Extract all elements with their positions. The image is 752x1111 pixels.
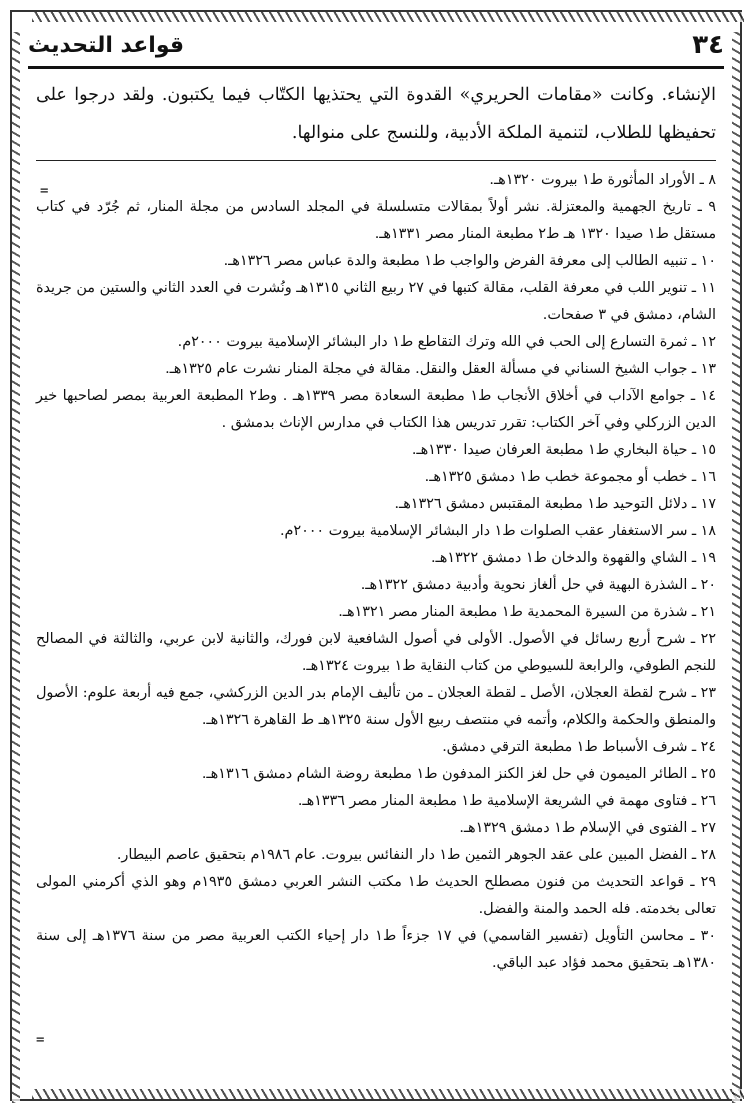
right-border-ornament [732, 32, 740, 1103]
list-end-marker: = [36, 1032, 45, 1048]
work-item-text: شرح لقطة العجلان، الأصل ـ لقطة العجلان ـ من تأليف الإمام بدر الدين الزركشي، جمع فيه أربعة علوم: الأصول والمنطق والحكمة والكلام، وأتمه في منتصف ربيع الأول سنة ١٣٢٥هـ ط القاهرة ١٣٢٦هـ. [36, 685, 716, 728]
works-list [36, 167, 716, 977]
work-item-number: ٢٨ [700, 847, 716, 863]
work-item-separator: ـ [687, 685, 701, 701]
work-item-number: ٨ [708, 172, 716, 188]
running-title: قواعد التحديث [28, 32, 185, 58]
work-item-text: الأوراد المأثورة ط١ بيروت ١٣٢٠هـ. [489, 172, 696, 188]
top-border-ornament [32, 12, 744, 22]
work-item-text: تاريخ الجهمية والمعتزلة. نشر أولاً بمقالات متسلسلة في المجلد السادس من مجلة المنار، ثم جُرّد في كتاب مستقل ط١ صيدا ١٣٢٠ هـ ط٢ مطبعة المنار مصر ١٣٣١هـ. [36, 199, 716, 242]
intro-divider [36, 160, 716, 161]
work-item-separator: ـ [687, 820, 701, 836]
work-item [36, 329, 716, 356]
work-item-separator: ـ [687, 847, 701, 863]
work-item [36, 491, 716, 518]
page-header [28, 26, 724, 64]
work-item-separator: ـ [687, 442, 701, 458]
work-item [36, 734, 716, 761]
work-item [36, 788, 716, 815]
list-start-marker: = [40, 183, 49, 199]
work-item [36, 761, 716, 788]
work-item-text: محاسن التأويل (تفسير القاسمي) في ١٧ جزءاً ط١ دار إحياء الكتب العربية مصر من سنة ١٣٧٦هـ إلى سنة ١٣٨٠هـ بتحقيق محمد فؤاد عبد الباقي. [36, 928, 716, 971]
work-item-text: سر الاستغفار عقب الصلوات ط١ دار البشائر الإسلامية بيروت ٢٠٠٠م. [279, 523, 688, 539]
work-item-number: ٢٢ [700, 631, 717, 647]
work-item-separator: ـ [687, 469, 701, 485]
work-item [36, 572, 716, 599]
work-item-separator: ـ [687, 361, 701, 377]
work-item-number: ١٥ [700, 442, 716, 458]
work-item-number: ٢٩ [700, 874, 716, 890]
work-item-number: ٢٧ [700, 820, 716, 836]
work-item-number: ٢٠ [700, 577, 716, 593]
work-item-number: ١٤ [700, 388, 717, 404]
work-item-separator: ـ [687, 577, 701, 593]
work-item-text: دلائل التوحيد ط١ مطبعة المقتبس دمشق ١٣٢٦هـ. [394, 496, 688, 512]
work-item-text: خطب أو مجموعة خطب ط١ دمشق ١٣٢٥هـ. [424, 469, 688, 485]
work-item-separator: ـ [687, 496, 701, 512]
work-item-text: الشذرة البهية في حل ألغاز نحوية وأدبية دمشق ١٣٢٢هـ. [360, 577, 688, 593]
work-item-separator: ـ [685, 388, 701, 404]
work-item-number: ٩ [708, 199, 717, 215]
work-item-number: ١٧ [700, 496, 716, 512]
work-item-separator: ـ [687, 334, 701, 350]
work-item-text: تنوير اللب في معرفة القلب، مقالة كتبها في ٢٧ ربيع الثاني ١٣١٥هـ ونُشرت في العدد الثاني والستين من جريدة الشام، دمشق في ٣ صفحات. [36, 280, 716, 323]
page-number: ٣٤ [692, 30, 724, 60]
work-item-number: ٢٥ [700, 766, 716, 782]
work-item-text: الفتوى في الإسلام ط١ دمشق ١٣٢٩هـ. [459, 820, 688, 836]
intro-paragraph: الإنشاء. وكانت «مقامات الحريري» القدوة التي يحتذيها الكتّاب فيما يكتبون. ولقد درجوا على تحفيظها للطلاب، لتنمية الملكة الأدبية، وللنسج على منوالها. [36, 85, 716, 143]
work-item-separator: ـ [687, 280, 701, 296]
work-item-text: الشاي والقهوة والدخان ط١ دمشق ١٣٢٢هـ. [431, 550, 688, 566]
work-item-text: تنبيه الطالب إلى معرفة الفرض والواجب ط١ مطبعة والدة عباس مصر ١٣٢٦هـ. [223, 253, 688, 269]
work-item-text: حياة البخاري ط١ مطبعة العرفان صيدا ١٣٣٠هـ. [411, 442, 688, 458]
work-item-text: شرح أربع رسائل في الأصول. الأولى في أصول الشافعية لابن فورك، والثانية لابن عربي، والثالثة في المصالح للنجم الطوفي، والرابعة للسيوطي من كتاب النقاية ط١ بيروت ١٣٢٤هـ. [36, 631, 716, 674]
work-item-separator: ـ [691, 199, 709, 215]
left-border-ornament [12, 32, 20, 1103]
work-item-separator: ـ [687, 550, 701, 566]
work-item [36, 599, 716, 626]
work-item-number: ٢٦ [700, 793, 716, 809]
work-item [36, 923, 716, 977]
work-item-text: الطائر الميمون في حل لغز الكنز المدفون ط١ مطبعة روضة الشام دمشق ١٣١٦هـ. [201, 766, 688, 782]
work-item-text: شرف الأسباط ط١ مطبعة الترقي دمشق. [442, 739, 688, 755]
work-item-number: ١٩ [700, 550, 716, 566]
work-item-text: قواعد التحديث من فنون مصطلح الحديث ط١ مكتب النشر العربي دمشق ١٩٣٥م وهو الذي أكرمني المولى تعالى بخدمته. فله الحمد والمنة والفضل. [36, 874, 716, 917]
page-body [36, 76, 716, 977]
work-item-number: ٢٤ [700, 739, 716, 755]
work-item [36, 680, 716, 734]
work-item [36, 464, 716, 491]
work-item-separator: ـ [687, 604, 701, 620]
work-item [36, 869, 716, 923]
work-item [36, 167, 716, 194]
work-item [36, 356, 716, 383]
work-item [36, 545, 716, 572]
work-item-separator: ـ [687, 253, 701, 269]
work-item-number: ١٨ [700, 523, 716, 539]
work-item [36, 248, 716, 275]
work-item-separator: ـ [687, 739, 701, 755]
work-item-separator: ـ [695, 172, 709, 188]
work-item-text: الفضل المبين على عقد الجوهر الثمين ط١ دار النفائس بيروت. عام ١٩٨٦م بتحقيق عاصم البيطار. [116, 847, 688, 863]
work-item-text: فتاوى مهمة في الشريعة الإسلامية ط١ مطبعة المنار مصر ١٣٣٦هـ. [297, 793, 688, 809]
work-item-number: ١٣ [700, 361, 716, 377]
work-item-number: ٣٠ [700, 928, 716, 944]
work-item [36, 842, 716, 869]
work-item [36, 383, 716, 437]
work-item [36, 437, 716, 464]
work-item [36, 626, 716, 680]
work-item-separator: ـ [687, 523, 701, 539]
work-item-separator: ـ [687, 766, 701, 782]
work-item-text: جوامع الآداب في أخلاق الأنجاب ط١ مطبعة السعادة مصر ١٣٣٩هـ . وط٢ المطبعة العربية بمصر لصاحبها خير الدين الزركلي وفي آخر الكتاب: تقرر تدريس هذا الكتاب في مدارس الإناث بدمشق . [36, 388, 716, 431]
work-item-number: ١٢ [700, 334, 716, 350]
work-item [36, 194, 716, 248]
bottom-border-ornament [32, 1089, 744, 1099]
work-item [36, 518, 716, 545]
work-item-number: ٢٣ [700, 685, 716, 701]
work-item [36, 275, 716, 329]
work-item-text: ثمرة التسارع إلى الحب في الله وترك التقاطع ط١ دار البشائر الإسلامية بيروت ٢٠٠٠م. [177, 334, 688, 350]
work-item-separator: ـ [687, 793, 701, 809]
work-item-separator: ـ [683, 928, 701, 944]
work-item-number: ٢١ [700, 604, 716, 620]
header-divider [28, 66, 724, 69]
work-item [36, 815, 716, 842]
work-item-separator: ـ [685, 631, 701, 647]
work-item-text: جواب الشيخ السناني في مسألة العقل والنقل. مقالة في مجلة المنار نشرت عام ١٣٢٥هـ. [165, 361, 688, 377]
work-item-number: ١١ [700, 280, 716, 296]
work-item-separator: ـ [684, 874, 701, 890]
work-item-number: ١٦ [700, 469, 716, 485]
work-item-number: ١٠ [700, 253, 716, 269]
work-item-text: شذرة من السيرة المحمدية ط١ مطبعة المنار مصر ١٣٢١هـ. [338, 604, 688, 620]
